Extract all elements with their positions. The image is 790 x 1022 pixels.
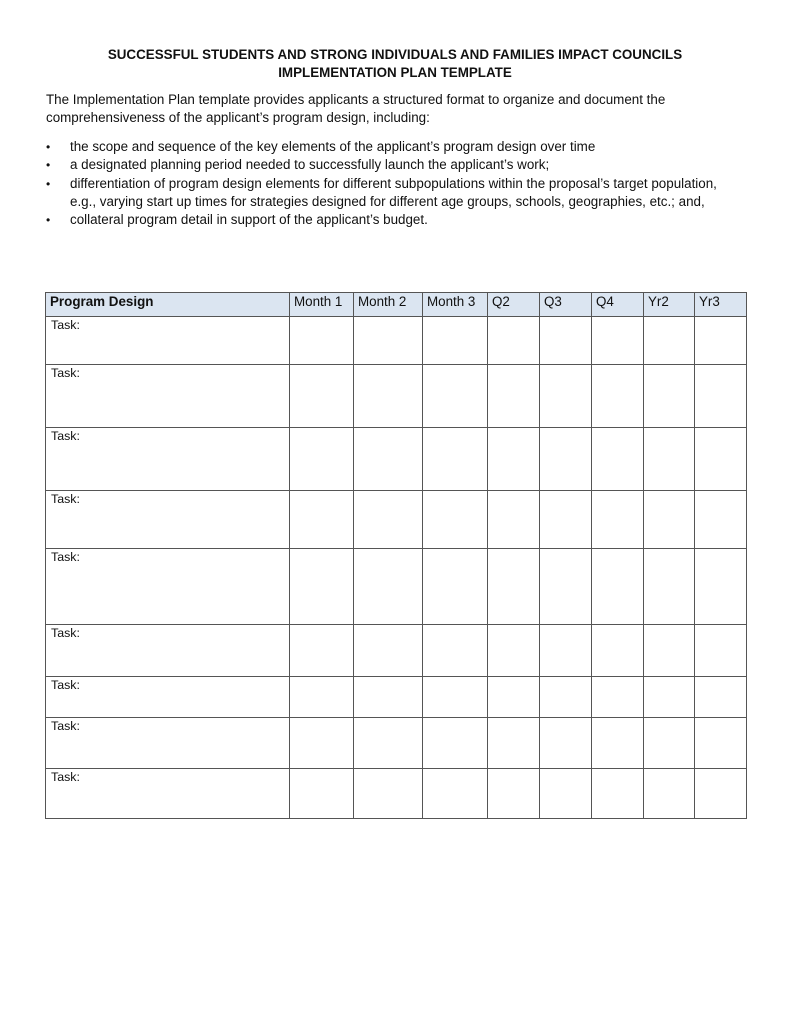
timeline-cell[interactable] bbox=[644, 365, 695, 428]
timeline-cell[interactable] bbox=[423, 677, 488, 718]
timeline-cell[interactable] bbox=[644, 428, 695, 491]
timeline-cell[interactable] bbox=[540, 491, 592, 549]
timeline-cell[interactable] bbox=[592, 317, 644, 365]
timeline-cell[interactable] bbox=[592, 365, 644, 428]
column-header-yr2: Yr2 bbox=[644, 293, 695, 317]
table-row bbox=[46, 769, 747, 819]
column-header-q2: Q2 bbox=[488, 293, 540, 317]
timeline-cell[interactable] bbox=[695, 625, 747, 677]
task-cell[interactable]: Task: bbox=[46, 428, 290, 491]
timeline-cell[interactable] bbox=[354, 769, 423, 819]
timeline-cell[interactable] bbox=[290, 718, 354, 769]
table-row bbox=[46, 677, 747, 718]
title-line-2: IMPLEMENTATION PLAN TEMPLATE bbox=[278, 65, 512, 80]
timeline-cell[interactable] bbox=[644, 625, 695, 677]
timeline-cell[interactable] bbox=[592, 491, 644, 549]
timeline-cell[interactable] bbox=[423, 769, 488, 819]
task-cell[interactable]: Task: bbox=[46, 677, 290, 718]
timeline-cell[interactable] bbox=[354, 625, 423, 677]
timeline-cell[interactable] bbox=[488, 491, 540, 549]
column-header-q4: Q4 bbox=[592, 293, 644, 317]
timeline-cell[interactable] bbox=[488, 718, 540, 769]
timeline-cell[interactable] bbox=[695, 677, 747, 718]
timeline-cell[interactable] bbox=[695, 718, 747, 769]
task-cell[interactable]: Task: bbox=[46, 718, 290, 769]
table-row bbox=[46, 428, 747, 491]
timeline-cell[interactable] bbox=[423, 718, 488, 769]
bullet-text: differentiation of program design elements for different subpopulations within the proposal’s target population, e.g., varying start up times for strategies designed for different age groups, schools, geographies, etc.; and, bbox=[70, 175, 717, 209]
intro-line-2: comprehensiveness of the applicant’s program design, including: bbox=[46, 110, 430, 125]
timeline-cell[interactable] bbox=[354, 317, 423, 365]
intro-paragraph bbox=[46, 91, 746, 127]
bullet-icon: • bbox=[46, 158, 51, 173]
timeline-cell[interactable] bbox=[488, 428, 540, 491]
timeline-cell[interactable] bbox=[354, 365, 423, 428]
timeline-cell[interactable] bbox=[695, 549, 747, 625]
timeline-cell[interactable] bbox=[423, 317, 488, 365]
timeline-cell[interactable] bbox=[488, 549, 540, 625]
timeline-cell[interactable] bbox=[540, 365, 592, 428]
timeline-cell[interactable] bbox=[488, 317, 540, 365]
timeline-cell[interactable] bbox=[695, 769, 747, 819]
task-cell[interactable]: Task: bbox=[46, 769, 290, 819]
timeline-cell[interactable] bbox=[592, 769, 644, 819]
timeline-cell[interactable] bbox=[290, 491, 354, 549]
bullet-text: a designated planning period needed to successfully launch the applicant’s work; bbox=[70, 157, 550, 173]
table-row bbox=[46, 365, 747, 428]
timeline-cell[interactable] bbox=[644, 677, 695, 718]
timeline-cell[interactable] bbox=[592, 549, 644, 625]
timeline-cell[interactable] bbox=[540, 677, 592, 718]
implementation-plan-table bbox=[45, 292, 747, 819]
task-cell[interactable]: Task: bbox=[46, 625, 290, 677]
bullet-text: the scope and sequence of the key elements of the applicant’s program design over time bbox=[70, 139, 596, 154]
bullet-icon: • bbox=[46, 213, 51, 228]
bullet-item bbox=[46, 175, 746, 212]
timeline-cell[interactable] bbox=[488, 769, 540, 819]
title-line-1: SUCCESSFUL STUDENTS AND STRONG INDIVIDUALS AND FAMILIES IMPACT COUNCILS bbox=[107, 47, 683, 62]
timeline-cell[interactable] bbox=[354, 428, 423, 491]
timeline-cell[interactable] bbox=[540, 769, 592, 819]
bullet-icon: • bbox=[46, 140, 51, 154]
timeline-cell[interactable] bbox=[354, 549, 423, 625]
timeline-cell[interactable] bbox=[695, 317, 747, 365]
timeline-cell[interactable] bbox=[423, 491, 488, 549]
task-cell[interactable]: Task: bbox=[46, 491, 290, 549]
column-header-q3: Q3 bbox=[540, 293, 592, 317]
bullet-list bbox=[46, 138, 746, 229]
timeline-cell[interactable] bbox=[695, 365, 747, 428]
timeline-cell[interactable] bbox=[423, 428, 488, 491]
table-header-row bbox=[46, 293, 747, 317]
timeline-cell[interactable] bbox=[644, 317, 695, 365]
timeline-cell[interactable] bbox=[488, 625, 540, 677]
timeline-cell[interactable] bbox=[540, 549, 592, 625]
timeline-cell[interactable] bbox=[644, 491, 695, 549]
document-title bbox=[0, 46, 790, 82]
timeline-cell[interactable] bbox=[592, 428, 644, 491]
timeline-cell[interactable] bbox=[644, 549, 695, 625]
column-header-month-2: Month 2 bbox=[354, 293, 423, 317]
timeline-cell[interactable] bbox=[290, 317, 354, 365]
timeline-cell[interactable] bbox=[290, 677, 354, 718]
timeline-cell[interactable] bbox=[290, 428, 354, 491]
timeline-cell[interactable] bbox=[540, 428, 592, 491]
intro-line-1: The Implementation Plan template provides applicants a structured format to organize and document the bbox=[46, 92, 666, 107]
timeline-cell[interactable] bbox=[290, 549, 354, 625]
table-row bbox=[46, 491, 747, 549]
timeline-cell[interactable] bbox=[290, 769, 354, 819]
timeline-cell[interactable] bbox=[695, 428, 747, 491]
task-cell[interactable]: Task: bbox=[46, 549, 290, 625]
timeline-cell[interactable] bbox=[592, 677, 644, 718]
bullet-item bbox=[46, 156, 746, 174]
timeline-cell[interactable] bbox=[423, 549, 488, 625]
timeline-cell[interactable] bbox=[423, 625, 488, 677]
timeline-cell[interactable] bbox=[354, 718, 423, 769]
timeline-cell[interactable] bbox=[354, 677, 423, 718]
column-header-month-3: Month 3 bbox=[423, 293, 488, 317]
bullet-item bbox=[46, 211, 746, 229]
timeline-cell[interactable] bbox=[488, 677, 540, 718]
bullet-text: collateral program detail in support of the applicant’s budget. bbox=[70, 212, 428, 228]
timeline-cell[interactable] bbox=[592, 625, 644, 677]
task-cell[interactable]: Task: bbox=[46, 365, 290, 428]
timeline-cell[interactable] bbox=[695, 491, 747, 549]
table-row bbox=[46, 625, 747, 677]
timeline-cell[interactable] bbox=[644, 718, 695, 769]
column-header-month-1: Month 1 bbox=[290, 293, 354, 317]
timeline-cell[interactable] bbox=[290, 365, 354, 428]
timeline-cell[interactable] bbox=[423, 365, 488, 428]
timeline-cell[interactable] bbox=[644, 769, 695, 819]
timeline-cell[interactable] bbox=[290, 625, 354, 677]
table-row bbox=[46, 718, 747, 769]
table-row bbox=[46, 549, 747, 625]
table-row bbox=[46, 317, 747, 365]
bullet-icon: • bbox=[46, 176, 51, 191]
timeline-cell[interactable] bbox=[540, 317, 592, 365]
column-header-yr3: Yr3 bbox=[695, 293, 747, 317]
timeline-cell[interactable] bbox=[354, 491, 423, 549]
timeline-cell[interactable] bbox=[592, 718, 644, 769]
timeline-cell[interactable] bbox=[540, 718, 592, 769]
timeline-cell[interactable] bbox=[540, 625, 592, 677]
timeline-cell[interactable] bbox=[488, 365, 540, 428]
column-header-program-design: Program Design bbox=[46, 293, 290, 317]
task-cell[interactable]: Task: bbox=[46, 317, 290, 365]
bullet-item bbox=[46, 138, 746, 156]
